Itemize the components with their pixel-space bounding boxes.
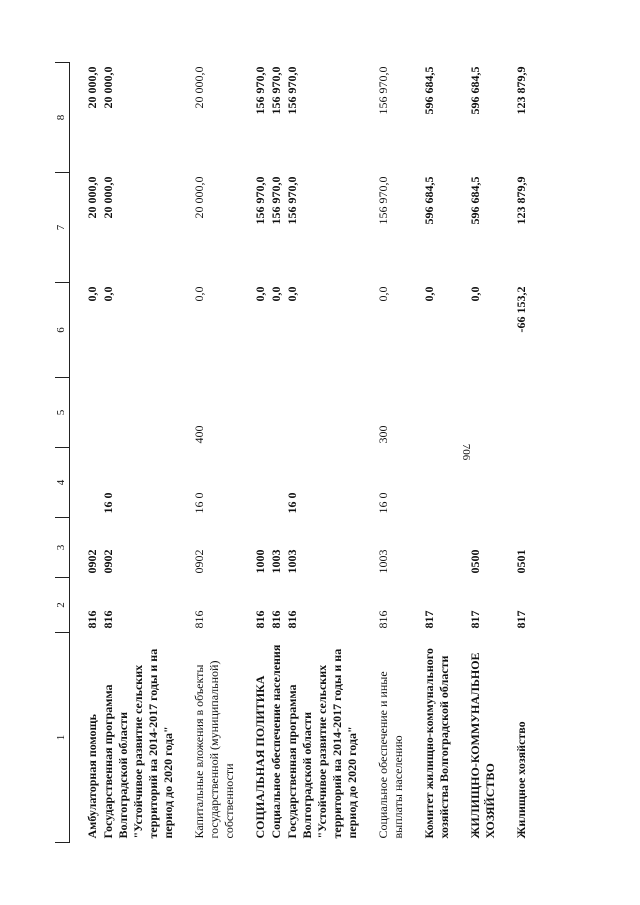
- change-amount-value: 0,0: [422, 286, 436, 301]
- spacer-cell: [70, 62, 86, 842]
- table-row: [514, 62, 530, 842]
- column-header: 4: [55, 447, 70, 517]
- code-admin-value: 817: [422, 610, 436, 628]
- section-code-value: 0902: [192, 549, 206, 573]
- code-admin-cell: [253, 577, 361, 632]
- amount-cell: [514, 172, 530, 282]
- code-admin-value: 816: [285, 610, 299, 628]
- column-header: 3: [55, 517, 70, 577]
- row-name: Государственная программа Волгоградской области "Устойчивое развитие сельских территорий на 2014-2017 годы и на период до 2020 года": [285, 648, 359, 838]
- row-name-cell: [192, 632, 238, 842]
- code-admin-value: 816: [376, 610, 390, 628]
- amount-cell: [192, 172, 238, 282]
- amount-value: 596 684,5: [422, 176, 436, 224]
- change-amount-cell: [514, 282, 530, 377]
- total-amount-cell: [192, 62, 238, 172]
- code-admin-value: 816: [253, 610, 267, 628]
- total-amount-value: 156 970,0: [269, 66, 283, 114]
- change-amount-value: 0,0: [253, 286, 267, 301]
- row-name: Амбулаторная помощь: [85, 713, 99, 838]
- total-amount-cell: [422, 62, 453, 172]
- page-number: 706: [460, 443, 472, 461]
- expense-type-cell: [253, 377, 361, 447]
- table-body: [70, 62, 531, 842]
- program-code-cell: [514, 447, 530, 517]
- program-code-cell: [376, 447, 407, 517]
- amount-value: 156 970,0: [269, 176, 283, 224]
- row-name-cell: [422, 632, 453, 842]
- code-admin-cell: [192, 577, 238, 632]
- spacer-cell: [499, 62, 514, 842]
- column-number-row: [55, 62, 70, 842]
- code-admin-cell: [514, 577, 530, 632]
- program-code-cell: [422, 447, 453, 517]
- program-code-cell: [468, 447, 499, 517]
- amount-value: 156 970,0: [376, 176, 390, 224]
- row-name: Социальное обеспечение населения: [269, 644, 283, 838]
- section-code-cell: [192, 517, 238, 577]
- code-admin-cell: [422, 577, 453, 632]
- spacer-cell: [361, 62, 376, 842]
- change-amount-cell: [468, 282, 499, 377]
- section-code-value: 0902: [101, 549, 115, 573]
- section-code-cell: [376, 517, 407, 577]
- expense-type-value: [85, 381, 100, 443]
- column-header: 2: [55, 577, 70, 632]
- expense-type-cell: [468, 377, 499, 447]
- amount-cell: [85, 172, 177, 282]
- total-amount-cell: [253, 62, 361, 172]
- program-code-value: 16 0: [192, 492, 206, 513]
- row-name-cell: [253, 632, 361, 842]
- expense-type-value: 400: [192, 425, 206, 443]
- amount-cell: [253, 172, 361, 282]
- program-code-value: [85, 451, 100, 513]
- program-code-cell: [85, 447, 177, 517]
- code-admin-value: 816: [101, 610, 115, 628]
- total-amount-value: 123 879,9: [514, 66, 528, 114]
- code-admin-value: 817: [468, 610, 482, 628]
- change-amount-value: 0,0: [376, 286, 390, 301]
- budget-table-page: [55, 63, 585, 843]
- row-name: Капитальные вложения в объекты государственной (муниципальной) собственности: [192, 660, 236, 838]
- change-amount-value: 0,0: [101, 286, 115, 301]
- change-amount-value: 0,0: [85, 286, 99, 301]
- amount-value: 156 970,0: [285, 176, 299, 224]
- column-header: 8: [55, 62, 70, 172]
- total-amount-value: 156 970,0: [253, 66, 267, 114]
- section-code-value: 0501: [514, 549, 528, 573]
- total-amount-value: 156 970,0: [376, 66, 390, 114]
- change-amount-value: 0,0: [468, 286, 482, 301]
- program-code-value: [253, 451, 268, 513]
- expense-type-cell: [85, 377, 177, 447]
- code-admin-value: 816: [85, 610, 99, 628]
- row-name: Комитет жилищно-коммунального хозяйства Волгоградской области: [422, 647, 451, 838]
- change-amount-cell: [422, 282, 453, 377]
- spacer-cell: [238, 62, 253, 842]
- column-header: 1: [55, 632, 70, 842]
- table-row: [376, 62, 407, 842]
- amount-value: 20 000,0: [85, 176, 99, 218]
- budget-table: [55, 62, 530, 843]
- program-code-value: 16 0: [101, 492, 115, 513]
- spacer-row: [453, 62, 468, 842]
- column-header: 6: [55, 282, 70, 377]
- row-name: СОЦИАЛЬНАЯ ПОЛИТИКА: [253, 675, 267, 838]
- row-name-cell: [514, 632, 530, 842]
- expense-type-cell: [376, 377, 407, 447]
- change-amount-cell: [376, 282, 407, 377]
- code-admin-cell: [468, 577, 499, 632]
- change-amount-value: -66 153,2: [514, 286, 528, 332]
- change-amount-value: 0,0: [192, 286, 206, 301]
- change-amount-cell: [192, 282, 238, 377]
- change-amount-cell: [253, 282, 361, 377]
- expense-type-cell: [192, 377, 238, 447]
- column-header: 7: [55, 172, 70, 282]
- spacer-row: [407, 62, 422, 842]
- table-row: [422, 62, 453, 842]
- spacer-cell: [453, 62, 468, 842]
- amount-cell: [422, 172, 453, 282]
- row-name: Государственная программа Волгоградской области "Устойчивое развитие сельских территорий на 2014-2017 годы и на период до 2020 года": [101, 648, 175, 838]
- section-code-value: 1003: [285, 549, 299, 573]
- code-admin-value: 816: [192, 610, 206, 628]
- section-code-cell: [468, 517, 499, 577]
- row-name: Социальное обеспечение и иные выплаты населению: [376, 670, 405, 838]
- total-amount-cell: [85, 62, 177, 172]
- amount-value: 20 000,0: [192, 176, 206, 218]
- code-admin-cell: [376, 577, 407, 632]
- total-amount-value: 156 970,0: [285, 66, 299, 114]
- change-amount-cell: [85, 282, 177, 377]
- program-code-value: 16 0: [285, 492, 299, 513]
- table-row: [468, 62, 499, 842]
- spacer-row: [499, 62, 514, 842]
- code-admin-cell: [85, 577, 177, 632]
- section-code-value: 0902: [85, 549, 99, 573]
- amount-value: 20 000,0: [101, 176, 115, 218]
- expense-type-value: [253, 381, 268, 443]
- amount-cell: [468, 172, 499, 282]
- spacer-row: [361, 62, 376, 842]
- section-code-cell: [253, 517, 361, 577]
- spacer-cell: [177, 62, 192, 842]
- total-amount-value: 20 000,0: [101, 66, 115, 108]
- change-amount-value: 0,0: [285, 286, 299, 301]
- column-header: 5: [55, 377, 70, 447]
- section-code-value: 1003: [376, 549, 390, 573]
- expense-type-cell: [514, 377, 530, 447]
- section-code-value: 1000: [253, 549, 267, 573]
- program-code-cell: [253, 447, 361, 517]
- expense-type-cell: [422, 377, 453, 447]
- expense-type-value: 300: [376, 425, 390, 443]
- section-code-cell: [514, 517, 530, 577]
- section-code-cell: [85, 517, 177, 577]
- row-name-cell: [376, 632, 407, 842]
- program-code-value: 16 0: [376, 492, 390, 513]
- total-amount-value: 20 000,0: [85, 66, 99, 108]
- spacer-row: [70, 62, 86, 842]
- section-code-value: 0500: [468, 549, 482, 573]
- spacer-row: [177, 62, 192, 842]
- program-code-cell: [192, 447, 238, 517]
- spacer-cell: [407, 62, 422, 842]
- code-admin-value: 817: [514, 610, 528, 628]
- table-row: [253, 62, 361, 842]
- code-admin-value: 816: [269, 610, 283, 628]
- table-row: [85, 62, 177, 842]
- total-amount-cell: [514, 62, 530, 172]
- row-name-cell: [85, 632, 177, 842]
- total-amount-cell: [468, 62, 499, 172]
- amount-cell: [376, 172, 407, 282]
- total-amount-cell: [376, 62, 407, 172]
- row-name-cell: [468, 632, 499, 842]
- section-code-value: 1003: [269, 549, 283, 573]
- amount-value: 123 879,9: [514, 176, 528, 224]
- section-code-cell: [422, 517, 453, 577]
- amount-value: 156 970,0: [253, 176, 267, 224]
- amount-value: 596 684,5: [468, 176, 482, 224]
- total-amount-value: 20 000,0: [192, 66, 206, 108]
- change-amount-value: 0,0: [269, 286, 283, 301]
- row-name: Жилищное хозяйство: [514, 720, 528, 838]
- table-row: [192, 62, 238, 842]
- total-amount-value: 596 684,5: [468, 66, 482, 114]
- row-name: ЖИЛИЩНО-КОММУНАЛЬНОЕ ХОЗЯЙСТВО: [468, 651, 497, 838]
- program-code-value: [269, 451, 284, 513]
- spacer-row: [238, 62, 253, 842]
- total-amount-value: 596 684,5: [422, 66, 436, 114]
